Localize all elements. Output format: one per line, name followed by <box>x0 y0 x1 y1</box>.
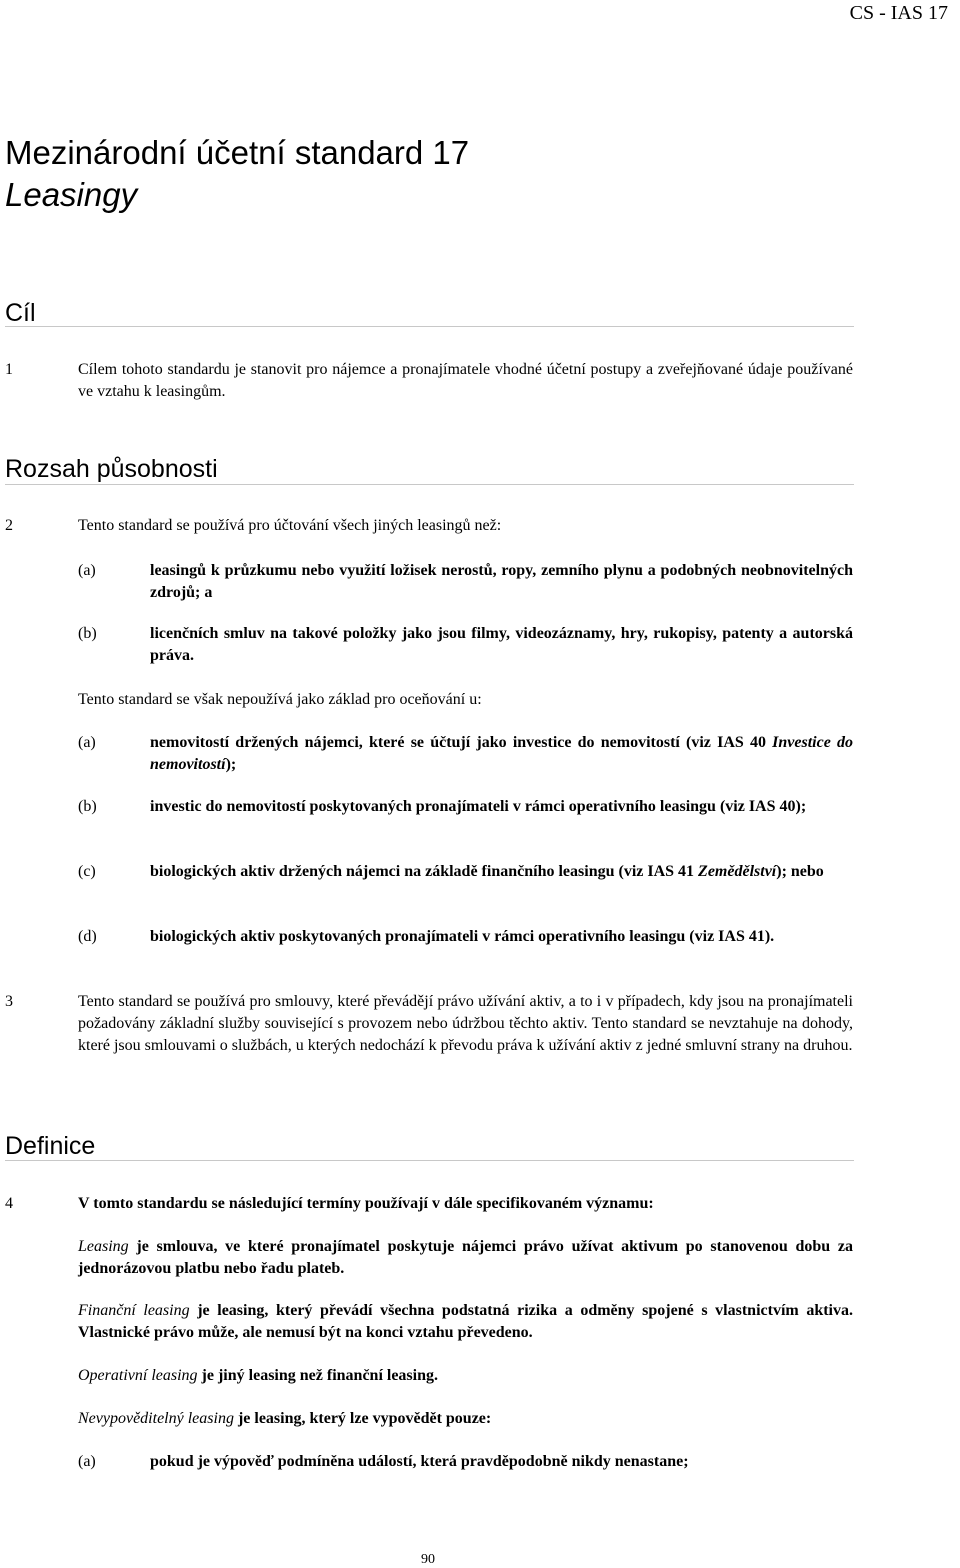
section-heading-rozsah: Rozsah působnosti <box>5 455 218 483</box>
document-code: CS - IAS 17 <box>849 2 948 24</box>
page-subtitle: Leasingy <box>5 176 138 213</box>
section-divider <box>5 1160 854 1161</box>
list-label: (a) <box>78 562 96 579</box>
section-divider <box>5 326 854 327</box>
list-label: (a) <box>78 734 96 751</box>
list-item-text: leasingů k průzkumu nebo využití ložisek nerostů, ropy, zemního plynu a podobných neobnovitelných zdrojů; a <box>150 562 853 601</box>
defined-term: Finanční leasing <box>78 1302 190 1319</box>
list-label: (b) <box>78 798 97 815</box>
section-heading-definice: Definice <box>5 1132 96 1160</box>
defined-term: Nevypověditelný leasing <box>78 1410 234 1427</box>
page-title: Mezinárodní účetní standard 17 <box>5 134 470 171</box>
list-label: (a) <box>78 1453 96 1470</box>
definition: Finanční leasing je leasing, který převádí všechna podstatná rizika a odměny spojené s vlastnictvím aktiva. Vlastnické právo může, ale nemusí být na konci vztahu převedeno. <box>78 1302 854 1341</box>
paragraph-text: Tento standard se používá pro smlouvy, které převádějí právo užívání aktiv, a to i v případech, kdy jsou na pronajímateli požadovány základní služby související s provozem nebo údržbou těchto aktiv. Tento standard se nevztahuje na dohody, které jsou smlouvami o službách, u kterých nedochází k převodu práva k užívání aktiv z jedné smluvní strany na druhou. <box>78 993 853 1054</box>
definition: Nevypověditelný leasing je leasing, který lze vypovědět pouze: <box>78 1410 492 1427</box>
section-divider <box>5 484 854 485</box>
defined-term: Operativní leasing <box>78 1367 198 1384</box>
defined-term: Leasing <box>78 1238 129 1255</box>
paragraph-number: 1 <box>5 361 13 378</box>
list-label: (b) <box>78 625 97 642</box>
list-label: (c) <box>78 863 96 880</box>
list-item-text: pokud je výpověď podmíněna událostí, která pravděpodobně nikdy nenastane; <box>150 1453 689 1470</box>
list-item-text: biologických aktiv držených nájemci na základě finančního leasingu (viz IAS 41 Zemědělství); nebo <box>150 863 824 880</box>
list-label: (d) <box>78 928 97 945</box>
section-heading-cil: Cíl <box>5 299 36 327</box>
paragraph-number: 4 <box>5 1195 13 1212</box>
paragraph-intro: Tento standard se používá pro účtování všech jiných leasingů než: <box>78 517 502 534</box>
page-number: 90 <box>421 1552 435 1567</box>
list-item-text: biologických aktiv poskytovaných pronajímateli v rámci operativního leasingu (viz IAS 41). <box>150 928 775 945</box>
paragraph-intro: V tomto standardu se následující termíny používají v dále specifikovaném významu: <box>78 1195 654 1212</box>
definition: Operativní leasing je jiný leasing než finanční leasing. <box>78 1367 438 1384</box>
cited-standard: Investice do nemovitostí <box>150 734 853 773</box>
definition: Leasing je smlouva, ve které pronajímatel poskytuje nájemci právo užívat aktivum po stanovenou dobu za jednorázovou platbu nebo řadu plateb. <box>78 1238 853 1277</box>
paragraph-text: Cílem tohoto standardu je stanovit pro nájemce a pronajímatele vhodné účetní postupy a zveřejňované údaje používané ve vztahu k leasingům. <box>78 361 853 400</box>
paragraph-number: 2 <box>5 517 13 534</box>
cited-standard: Zemědělství <box>698 863 777 880</box>
paragraph-number: 3 <box>5 993 13 1010</box>
list-item-text: licenčních smluv na takové položky jako jsou filmy, videozáznamy, hry, rukopisy, patenty a autorská práva. <box>150 625 853 664</box>
list-item-text: investic do nemovitostí poskytovaných pronajímateli v rámci operativního leasingu (viz IAS 40); <box>150 798 807 815</box>
list-item-text: nemovitostí držených nájemci, které se účtují jako investice do nemovitostí (viz IAS 40 Investice do nemovitostí); <box>150 734 853 773</box>
paragraph-intro: Tento standard se však nepoužívá jako základ pro oceňování u: <box>78 691 482 708</box>
